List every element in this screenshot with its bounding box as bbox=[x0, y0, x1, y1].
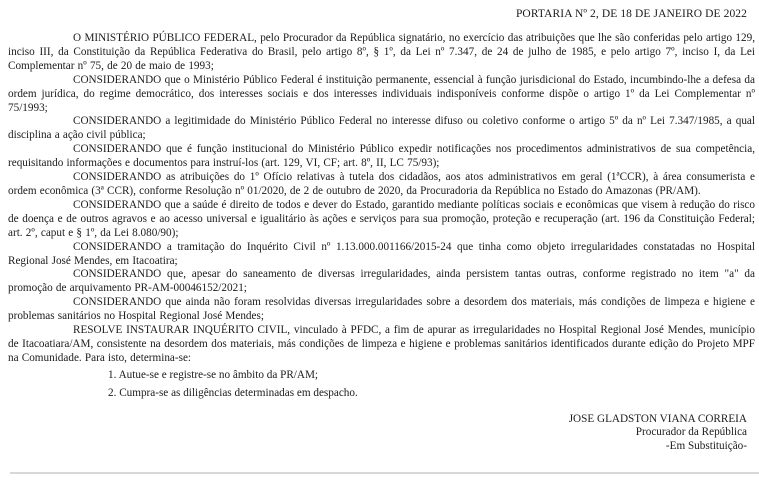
determination-item-1: 1. Autue-se e registre-se no âmbito da PR/AM; bbox=[108, 369, 319, 382]
signature-role: Procurador da República bbox=[635, 426, 747, 439]
paragraph-resolve: RESOLVE INSTAURAR INQUÉRITO CIVIL, vinculado à PFDC, a fim de apurar as irregularidades no Hospital Regional José Mendes, município de Itacoatiara/AM, consistente na desordem dos materiais, más condições de limpeza e higiene e problemas sanitários identificados durante edição do Projeto MPF na Comunidade. Para isto, determina-se: bbox=[8, 324, 755, 364]
determinations-list bbox=[8, 369, 755, 400]
bottom-divider bbox=[10, 472, 759, 474]
paragraph-considerando-4: CONSIDERANDO as atribuições do 1º Ofício relativas à tutela dos cidadãos, aos atos administrativos em geral (1ªCCR), à área consumerista e ordem econômica (3ª CCR), conforme Resolução nº 01/2020, de 2 de outubro de 2020, da Procuradoria da República no Estado do Amazonas (PR/AM). bbox=[8, 171, 755, 197]
paragraph-considerando-8: CONSIDERANDO que ainda não foram resolvidas diversas irregularidades sobre a desordem dos materiais, más condições de limpeza e higiene e problemas sanitários no Hospital Regional José Mendes; bbox=[8, 296, 755, 323]
paragraph-considerando-3: CONSIDERANDO que é função institucional do Ministério Público expedir notificações nos procedimentos administrativos de sua competência, requisitando informações e documentos para instruí-los (art. 129, VI, CF; art. 8º, II, LC 75/93); bbox=[8, 143, 755, 170]
document-title: PORTARIA Nº 2, DE 18 DE JANEIRO DE 2022 bbox=[515, 8, 747, 20]
paragraph-considerando-1: CONSIDERANDO que o Ministério Público Federal é instituição permanente, essencial à função jurisdicional do Estado, incumbindo-lhe a defesa da ordem jurídica, do regime democrático, dos interesses sociais e dos interesses individuais indisponíveis conforme dispõe o artigo 1º da Lei Complementar nº 75/1993; bbox=[8, 73, 755, 114]
signature-note: -Em Substituição- bbox=[665, 439, 747, 452]
paragraph-considerando-6: CONSIDERANDO a tramitação do Inquérito Civil nº 1.13.000.001166/2015-24 que tinha como objeto irregularidades constatadas no Hospital Regional José Mendes, em Itacoatira; bbox=[8, 240, 755, 267]
paragraph-considerando-5: CONSIDERANDO que a saúde é direito de todos e dever do Estado, garantido mediante políticas sociais e econômicas que visem à redução do risco de doença e de outros agravos e ao acesso universal e igualitário às ações e serviços para sua promoção, proteção e recuperação (art. 196 da Constituição Federal; art. 2º, caput e § 1º, da Lei 8.080/90); bbox=[8, 198, 755, 239]
signature-block bbox=[8, 413, 755, 454]
signature-name: JOSE GLADSTON VIANA CORREIA bbox=[568, 412, 747, 425]
paragraph-considerando-2: CONSIDERANDO a legitimidade do Ministério Público Federal no interesse difuso ou coletivo conforme o artigo 5º da nº Lei 7.347/1985, a qual disciplina a ação civil pública; bbox=[8, 115, 755, 142]
paragraph-preamble: O MINISTÉRIO PÚBLICO FEDERAL, pelo Procurador da República signatário, no exercício das atribuições que lhe são conferidas pelo artigo 129, inciso III, da Constituição da República Federativa do Brasil, pelo artigo 8º, § 1º, da Lei nº 7.347, de 24 de julho de 1985, e pelo artigo 7º, inciso I, da Lei Complementar nº 75, de 20 de maio de 1993; bbox=[8, 32, 755, 72]
determination-item-2: 2. Cumpra-se as diligências determinadas em despacho. bbox=[108, 386, 358, 399]
paragraph-considerando-7: CONSIDERANDO que, apesar do saneamento de diversas irregularidades, ainda persistem tantas outras, conforme registrado no item "a" da promoção de arquivamento PR-AM-00046152/2021; bbox=[8, 268, 755, 295]
